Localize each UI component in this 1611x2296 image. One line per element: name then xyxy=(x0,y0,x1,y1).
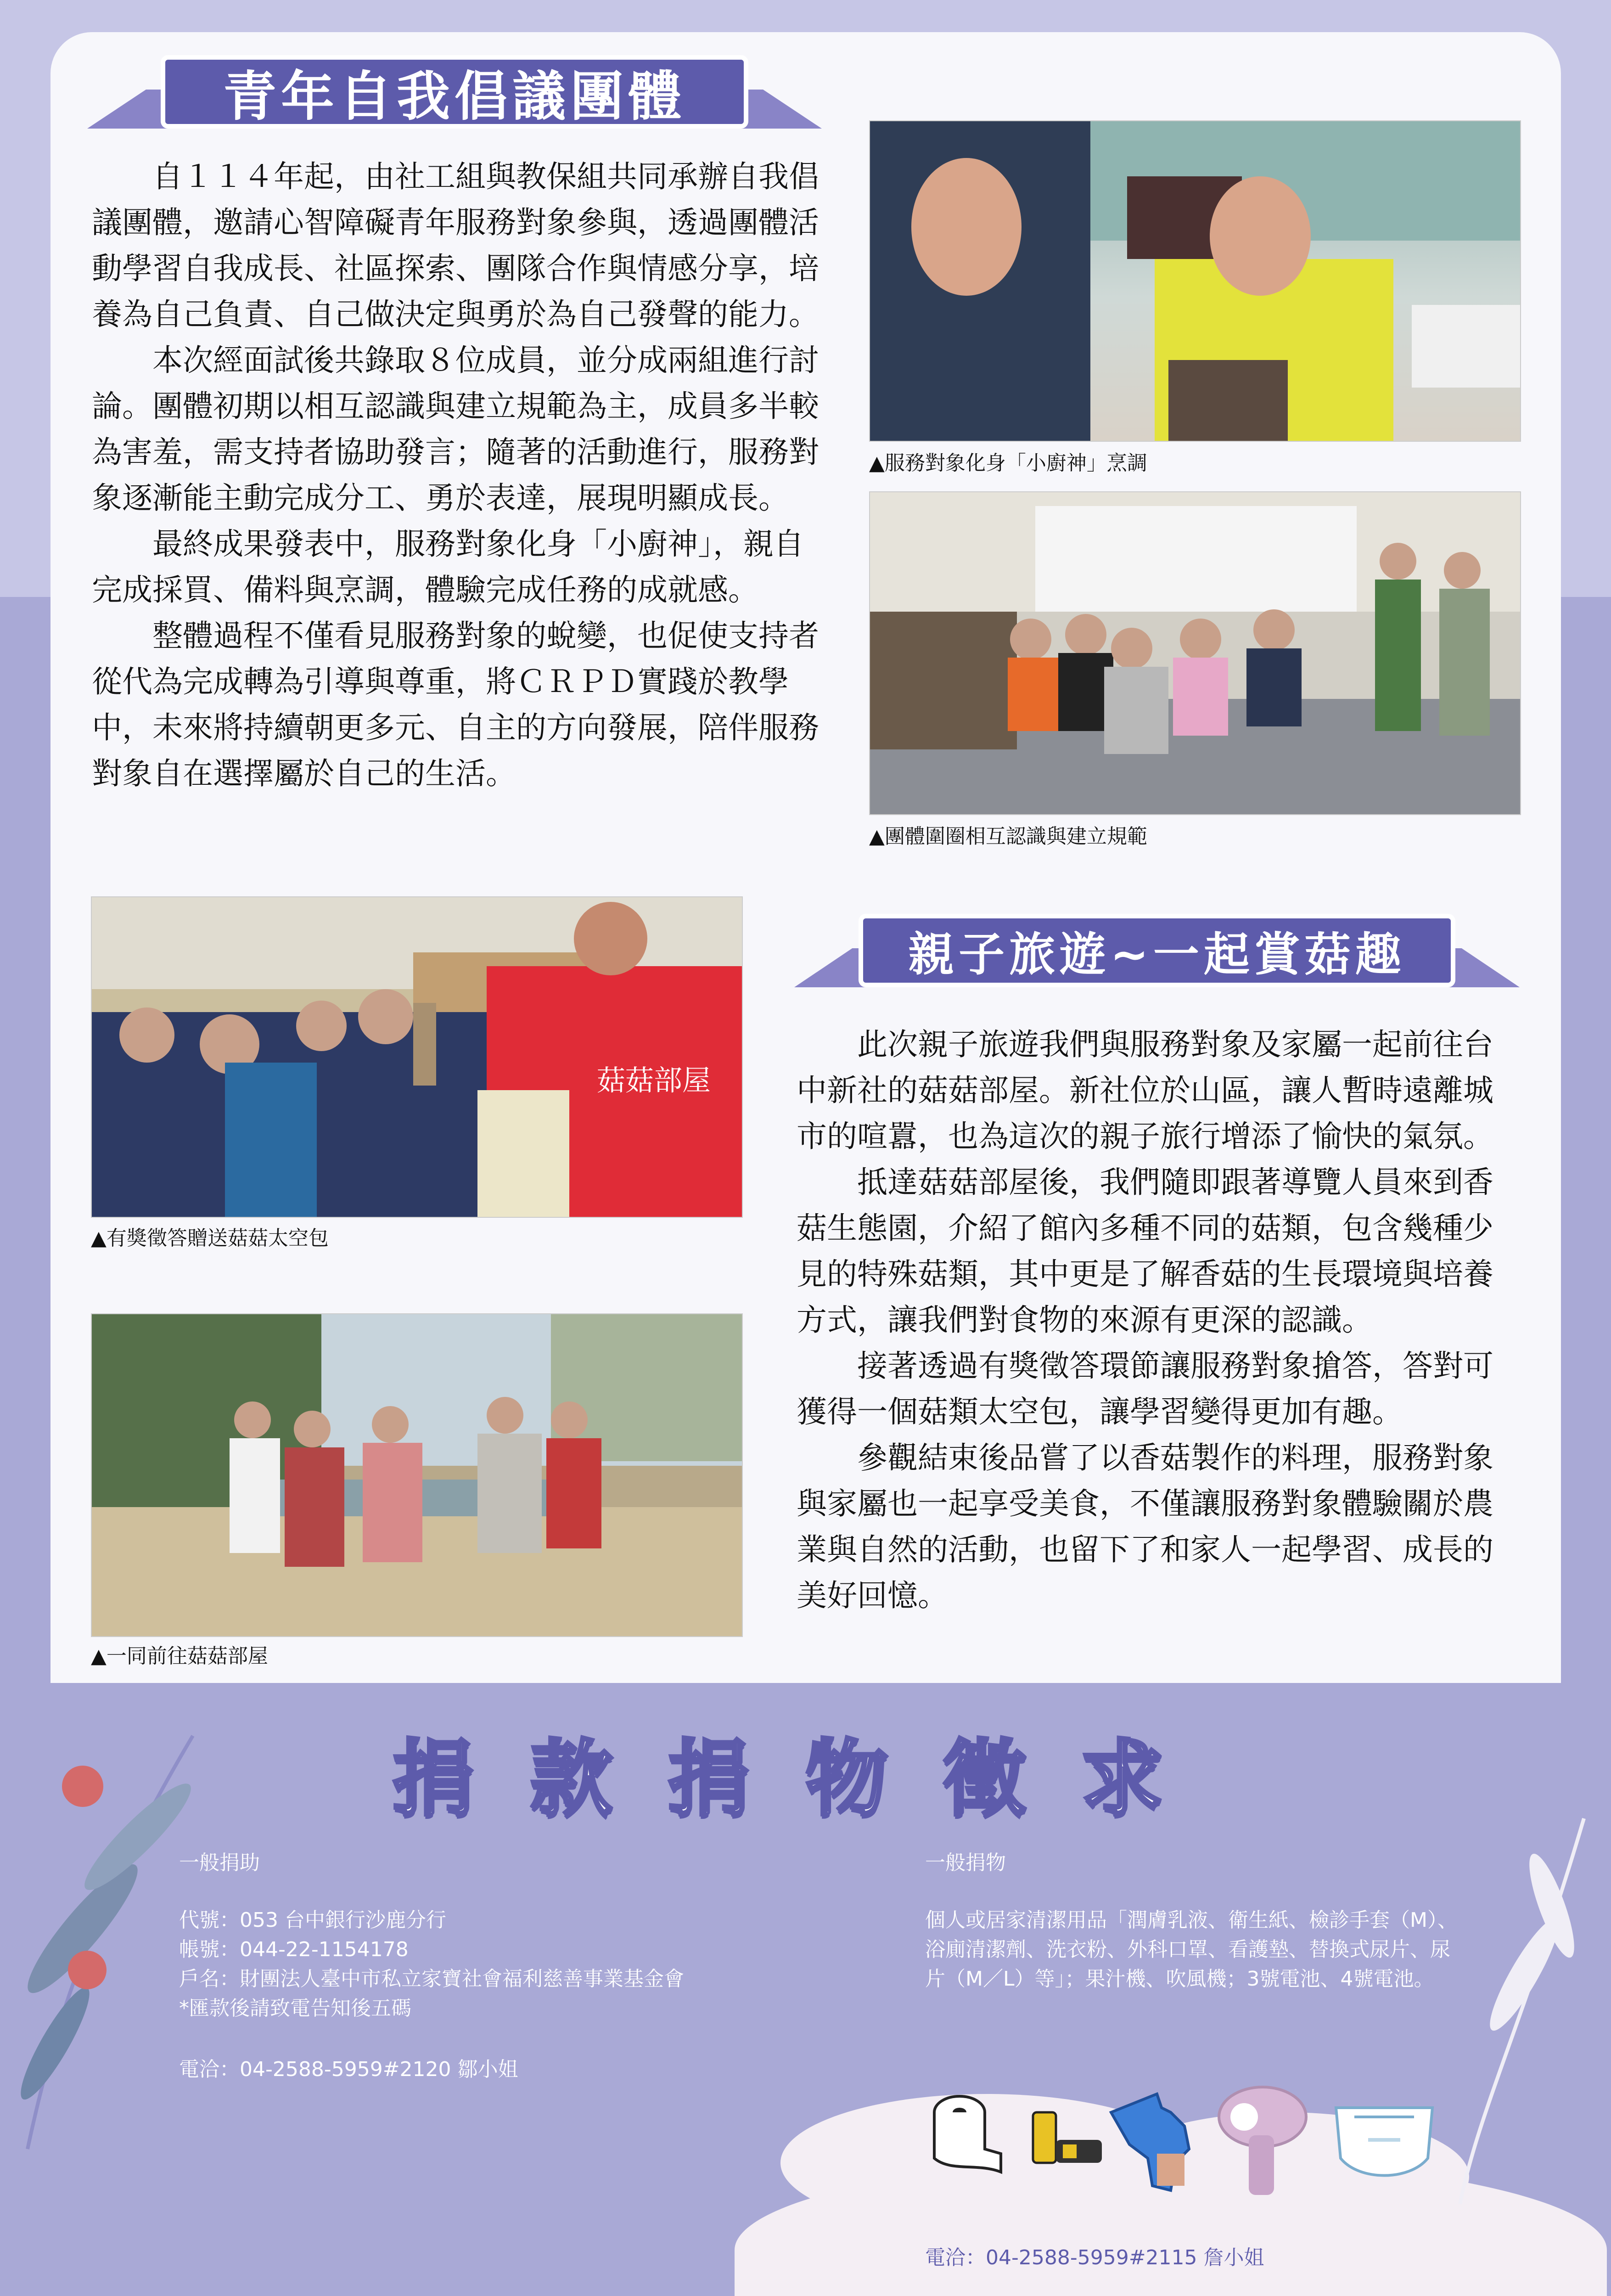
paragraph: 參觀結束後品嘗了以香菇製作的料理，服務對象與家屬也一起享受美食，不僅讓服務對象體驗關於農業與自然的活動，也留下了和家人一起學習、成長的美好回憶。 xyxy=(797,1440,1493,1613)
photo-cooking-illustration xyxy=(870,121,1521,442)
section2-banner xyxy=(794,914,1520,987)
berry-icon xyxy=(60,1942,115,1998)
money-contact: 電洽：04-2588-5959#2120 鄒小姐 xyxy=(179,2058,518,2081)
goods-contact: 電洽：04-2588-5959#2115 詹小姐 xyxy=(925,2246,1264,2269)
bank-code: 代號：053 台中銀行沙鹿分行 xyxy=(179,1908,446,1932)
leaf-icon xyxy=(1432,1791,1611,2204)
section2-title: 親子旅遊~一起賞菇趣 xyxy=(859,914,1455,987)
paragraph: 整體過程不僅看見服務對象的蛻變，也促使支持者從代為完成轉為引導與尊重，將ＣＲＰＤ實踐於教學中，未來將持續朝更多元、自主的方向發展，陪伴服務對象自在選擇屬於自己的生活。 xyxy=(92,618,819,791)
paragraph: 本次經面試後共錄取８位成員，並分成兩組進行討論。團體初期以相互認識與建立規範為主，成員多半較為害羞，需支持者協助發言；隨著的活動進行，服務對象逐漸能主動完成分工、勇於表達，展現明顯成長。 xyxy=(92,343,819,516)
caption-cooking: ▲服務對象化身「小廚神」烹調 xyxy=(869,451,1147,475)
goods-list: 個人或居家清潔用品「潤膚乳液、衛生紙、檢診手套（M）、浴廁清潔劑、洗衣粉、外科口罩、看護墊、替換式尿片、尿片（M／L）等」；果汁機、吹風機；3號電池、4號電池。 xyxy=(925,1908,1458,1991)
photo-cooking xyxy=(869,120,1521,442)
caption-quiz: ▲有獎徵答贈送菇菇太空包 xyxy=(91,1227,329,1250)
photo-walk xyxy=(91,1313,743,1637)
caption-circle: ▲團體圍圈相互認識與建立規範 xyxy=(869,825,1147,848)
transfer-note: *匯款後請致電告知後五碼 xyxy=(179,1997,411,2020)
section1-title: 青年自我倡議團體 xyxy=(161,55,748,129)
photo-quiz xyxy=(91,896,743,1218)
photo-circle-illustration xyxy=(870,492,1521,815)
bank-account: 帳號：044-22-1154178 xyxy=(179,1938,409,1961)
photo-walk-illustration xyxy=(92,1314,743,1637)
diaper-icon xyxy=(1327,2099,1442,2190)
paragraph: 抵達菇菇部屋後，我們隨即跟著導覽人員來到香菇生態園，介紹了館內多種不同的菇類，包含幾種少見的特殊菇類，其中更是了解香菇的生長環境與培養方式，讓我們對食物的來源有更深的認識。 xyxy=(797,1165,1493,1338)
paragraph: 接著透過有獎徵答環節讓服務對象搶答，答對可獲得一個菇類太空包，讓學習變得更加有趣。 xyxy=(797,1348,1493,1429)
section1-banner xyxy=(87,55,822,129)
paragraph: 自１１４年起，由社工組與教保組共同承辦自我倡議團體，邀請心智障礙青年服務對象參與，透過團體活動學習自我成長、社區探索、團隊合作與情感分享，培養為自己負責、自己做決定與勇於為自己發聲的能力。 xyxy=(92,159,819,332)
glove-icon xyxy=(1093,2085,1212,2195)
caption-walk: ▲一同前往菇菇部屋 xyxy=(91,1644,268,1668)
photo-circle xyxy=(869,491,1521,815)
hair-dryer-icon xyxy=(1212,2080,1313,2200)
money-donation-label: 一般捐助 xyxy=(179,1851,260,1874)
account-name: 戶名：財團法人臺中市私立家寶社會福利慈善事業基金會 xyxy=(179,1967,684,1991)
goods-donation-label: 一般捐物 xyxy=(925,1851,1006,1874)
paragraph: 最終成果發表中，服務對象化身「小廚神」，親自完成採買、備料與烹調，體驗完成任務的成就感。 xyxy=(92,526,804,608)
shirt-text: 菇菇部屋 xyxy=(597,1064,711,1097)
toilet-paper-icon xyxy=(923,2085,1015,2177)
paragraph: 此次親子旅遊我們與服務對象及家屬一起前往台中新社的菇菇部屋。新社位於山區，讓人暫時遠離城市的喧囂，也為這次的親子旅行增添了愉快的氣氛。 xyxy=(797,1027,1493,1154)
photo-quiz-illustration xyxy=(92,897,743,1218)
donation-title: 捐款捐物徵求 xyxy=(392,1731,1219,1827)
section2-text xyxy=(797,1022,1522,1619)
section1-text xyxy=(92,154,826,797)
